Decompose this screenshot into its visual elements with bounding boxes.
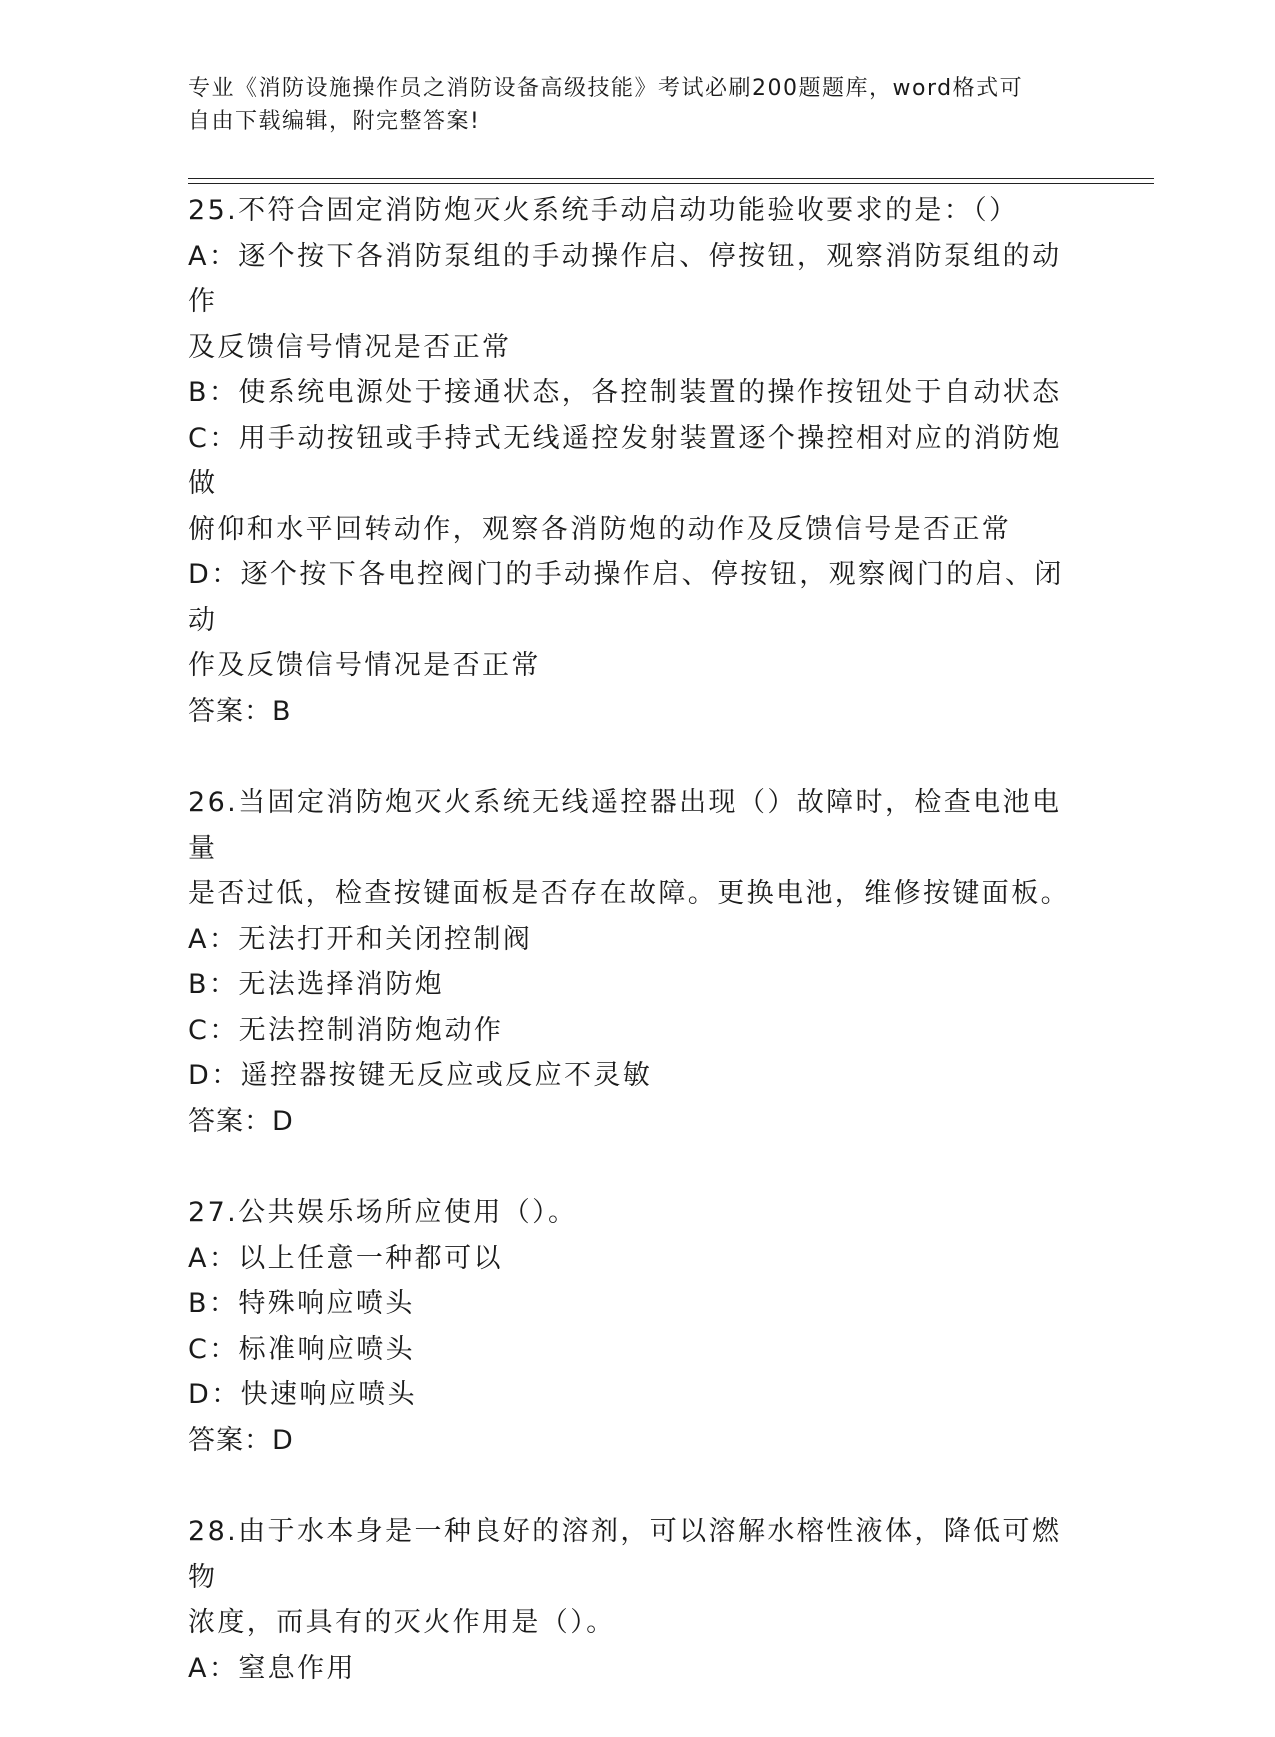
- option-a: A：以上任意一种都可以: [188, 1242, 503, 1274]
- option-d: D：遥控器按键无反应或反应不灵敏: [188, 1060, 653, 1091]
- option-b: B：特殊响应喷头: [188, 1288, 415, 1319]
- answer-label: 答案：D: [188, 1105, 294, 1137]
- option-b: B：无法选择消防炮: [188, 969, 445, 1000]
- option-c-continued: 俯仰和水平回转动作，观察各消防炮的动作及反馈信号是否正常: [188, 513, 1012, 545]
- question-stem: 28.由于水本身是一种良好的溶剂，可以溶解水榕性液体，降低可燃物: [188, 1516, 1062, 1593]
- option-a: A：无法打开和关闭控制阀: [188, 923, 533, 955]
- question-28: [188, 1509, 1088, 1691]
- question-25: [188, 188, 1088, 734]
- question-stem: 26.当固定消防炮灭火系统无线遥控器出现（）故障时，检查电池电量: [188, 787, 1062, 864]
- option-a-continued: 及反馈信号情况是否正常: [188, 331, 512, 363]
- header-divider-bottom: [188, 183, 1154, 184]
- option-b: B：使系统电源处于接通状态，各控制装置的操作按钮处于自动状态: [188, 377, 1062, 408]
- question-27: [188, 1190, 1088, 1463]
- header-line-1: 专业《消防设施操作员之消防设备高级技能》考试必刷200题题库，word格式可: [188, 76, 1024, 101]
- question-stem: 25.不符合固定消防炮灭火系统手动启动功能验收要求的是：（）: [188, 195, 1019, 226]
- option-d-continued: 作及反馈信号情况是否正常: [188, 650, 541, 681]
- question-stem: 27.公共娱乐场所应使用（）。: [188, 1197, 578, 1228]
- document-header: [188, 72, 1088, 138]
- option-c: C：无法控制消防炮动作: [188, 1014, 504, 1046]
- question-stem-continued: 是否过低，检查按键面板是否存在故障。更换电池，维修按键面板。: [188, 878, 1070, 909]
- option-d: D：快速响应喷头: [188, 1379, 417, 1410]
- option-d: D：逐个按下各电控阀门的手动操作启、停按钮，观察阀门的启、闭动: [188, 559, 1064, 636]
- option-c: C：标准响应喷头: [188, 1333, 416, 1365]
- answer-label: 答案：B: [188, 695, 292, 727]
- option-c: C：用手动按钮或手持式无线遥控发射装置逐个操控相对应的消防炮做: [188, 422, 1062, 499]
- answer-label: 答案：D: [188, 1424, 294, 1456]
- option-a: A：窒息作用: [188, 1652, 356, 1684]
- header-line-2: 自由下载编辑，附完整答案!: [188, 109, 481, 134]
- question-26: [188, 780, 1088, 1144]
- question-stem-continued: 浓度，而具有的灭火作用是（）。: [188, 1607, 616, 1638]
- question-list: [188, 188, 1088, 1737]
- option-a: A：逐个按下各消防泵组的手动操作启、停按钮，观察消防泵组的动作: [188, 240, 1062, 317]
- header-divider-top: [188, 178, 1154, 179]
